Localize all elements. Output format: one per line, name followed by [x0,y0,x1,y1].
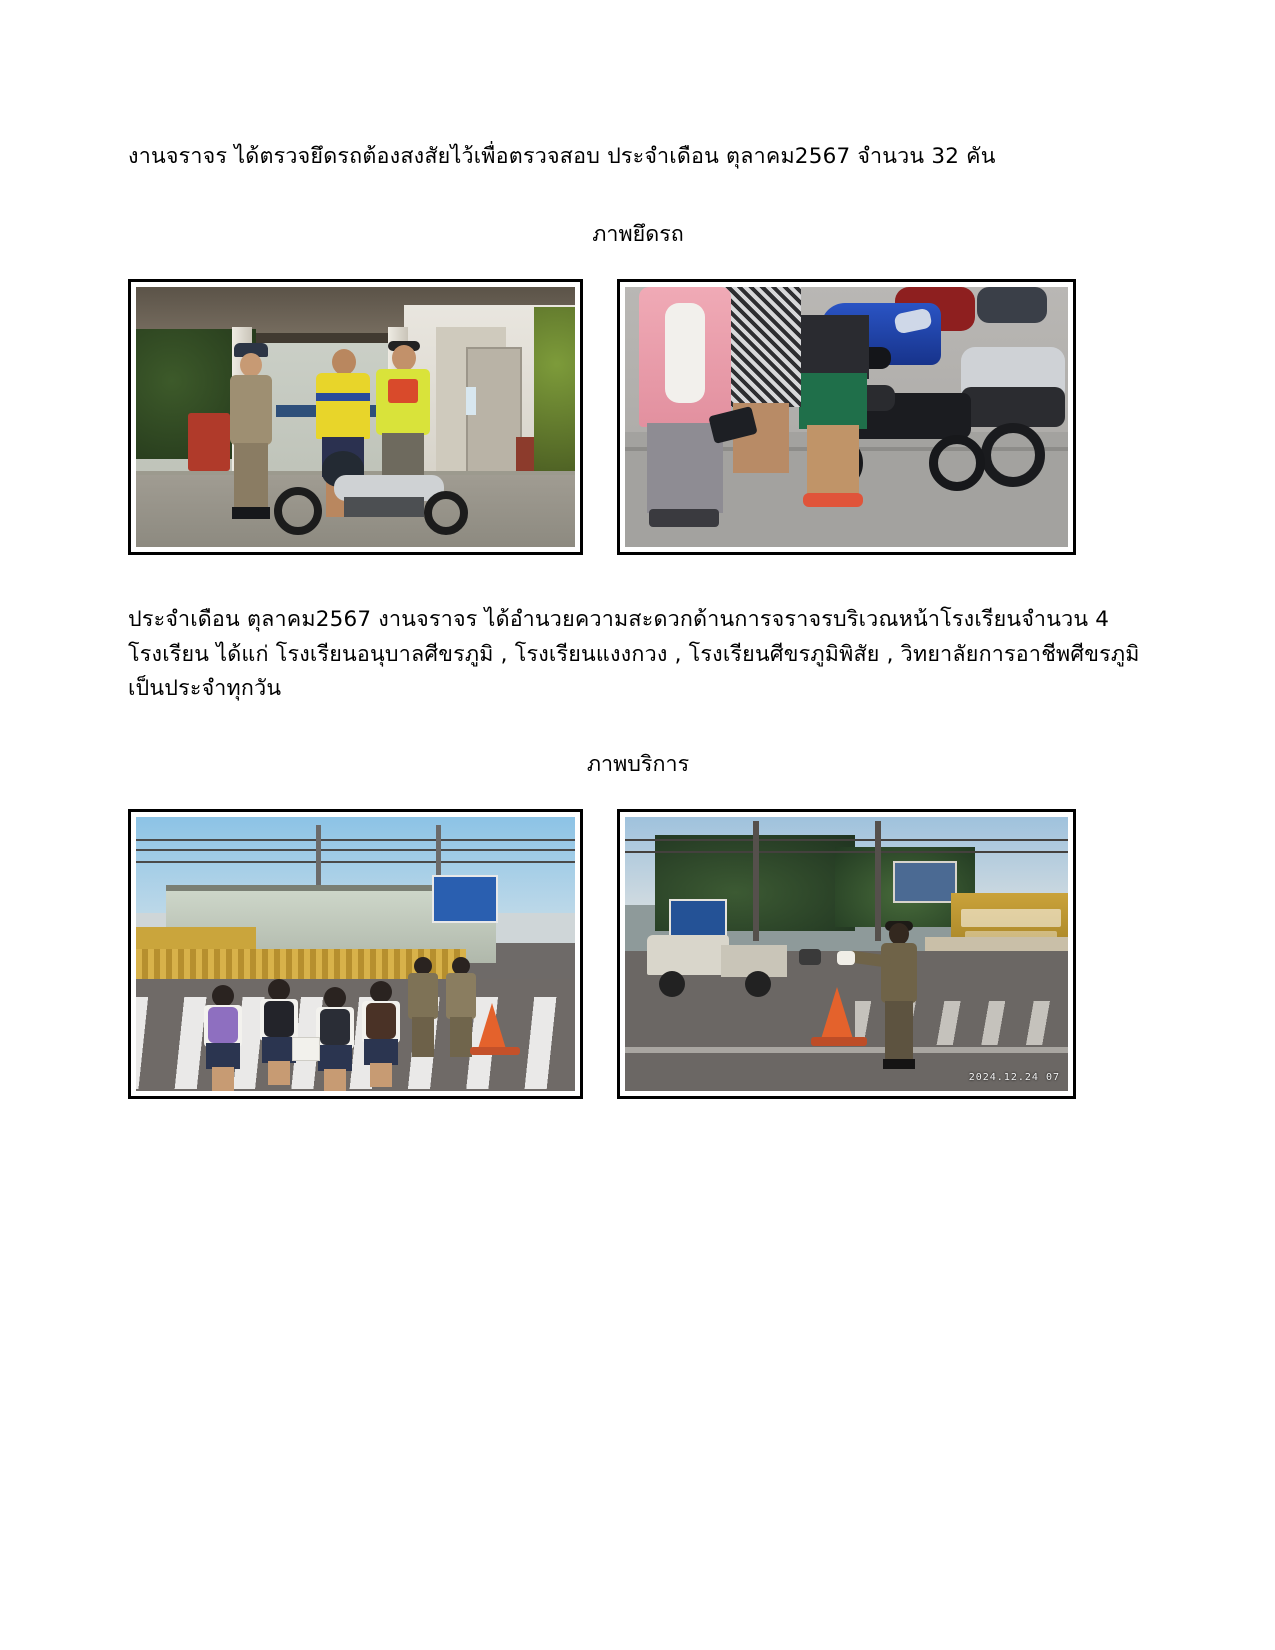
water-bottle [466,387,476,415]
paragraph-school-traffic-service: ประจำเดือน ตุลาคม2567 งานจราจร ได้อำนวยความสะดวกด้านการจราจรบริเวณหน้าโรงเรียนจำนวน 4 โรงเรียน ได้แก่ โรงเรียนอนุบาลศีขรภูมิ , โรงเรียนแงงกวง , โรงเรียนศีขรภูมิพิสัย , วิทยาลัยการอาชีพศีขรภูมิ เป็นประจำทุกวัน [128,606,1140,702]
sandals [803,493,863,507]
road-marking [625,1047,1068,1053]
head [370,981,392,1003]
uniform-trousers [234,443,268,513]
traffic-cone [821,987,853,1039]
photo-frame-1 [128,279,583,555]
shoes [649,509,719,527]
photo-timestamp: 2024.12.24 07 [968,1072,1060,1084]
head [212,985,234,1007]
officer-figure [406,957,440,1057]
student-figure [358,981,404,1089]
pickup-truck [647,935,787,997]
white-glove [837,951,855,965]
boots [232,507,270,519]
uniform-shirt [408,973,438,1019]
tree-foliage-right [534,307,575,497]
uniform-shirt [230,375,272,445]
spacer [128,707,1148,747]
spacer [128,175,1148,217]
power-line [625,851,1068,853]
caption-service: ภาพบริการ [586,752,690,778]
photo-students-crossing-road [136,817,575,1091]
person-in-green-shorts [797,315,871,515]
motorcycle-engine [344,497,424,517]
front-wheel [659,971,685,997]
head [889,923,909,945]
spacer [128,555,1148,603]
legs [212,1067,234,1091]
photo-officers-with-seized-motorcycle [136,287,575,547]
trousers [647,423,723,513]
legs [370,1063,392,1087]
skirt [206,1043,240,1069]
background-motorcycle-dark [977,287,1047,323]
police-officer-figure [871,921,925,1071]
skirt [364,1039,398,1065]
front-wheel [274,487,322,535]
traffic-cone-base [470,1047,520,1055]
white-towel [665,303,705,403]
uniform-shirt [881,943,917,1003]
school-name-sign [961,909,1061,927]
uniform-shirt [446,973,476,1019]
seized-motorcycle [274,469,474,535]
rear-wheel [424,491,468,535]
traffic-cone-base [811,1037,867,1046]
legs [807,425,859,497]
image-row-seized [128,279,1148,555]
legs [324,1069,346,1091]
lunch-bag [292,1037,320,1061]
rear-wheel [929,435,985,491]
photo-frame-2 [617,279,1076,555]
distant-motorcycle [799,949,821,965]
photo-frame-4 [617,809,1076,1099]
student-figure [256,979,302,1087]
uniform-trousers [885,1001,913,1063]
power-lines [136,831,575,891]
power-line [136,839,575,841]
truck-cab [647,935,729,975]
shorts [799,373,867,429]
power-line [625,839,1068,841]
student-figure [200,985,246,1091]
rear-wheel [745,971,771,997]
skirt [262,1037,296,1063]
vest-patch [388,379,418,403]
shirt [797,315,869,379]
backpack [264,1001,294,1037]
backpack [208,1007,238,1043]
blue-billboard [432,875,498,923]
head [392,345,416,371]
doorway [466,347,522,491]
utility-pole [753,821,759,941]
power-line [136,849,575,851]
officer-figure-second [444,957,478,1057]
traffic-cone [478,1003,506,1049]
roadside-billboard [893,861,957,903]
photo-frame-3 [128,809,583,1099]
spacer [128,251,1148,279]
caption-seized-vehicles: ภาพยึดรถ [592,221,684,247]
head [324,987,346,1009]
jersey-stripe [316,393,370,401]
uniform-trousers [412,1017,434,1057]
photo-parked-motorcycles [625,287,1068,547]
power-line [136,861,575,863]
head [268,979,290,1001]
photo-officer-directing-traffic [625,817,1068,1091]
backpack [320,1009,350,1045]
police-officer-figure [224,339,278,519]
skirt [318,1045,352,1071]
head [240,353,262,377]
image-row-service [128,809,1148,1099]
paragraph-seized-vehicles: งานจราจร ได้ตรวจยึดรถต้องสงสัยไว้เพื่อตรวจสอบ ประจำเดือน ตุลาคม2567 จำนวน 32 คัน [128,144,996,169]
yellow-jersey [316,373,370,439]
spacer [128,781,1148,809]
head [332,349,356,375]
boots [883,1059,915,1069]
document-content [128,140,1148,1099]
legs [268,1061,290,1085]
backpack [366,1003,396,1039]
blue-road-sign [669,899,727,937]
uniform-trousers [450,1017,472,1057]
